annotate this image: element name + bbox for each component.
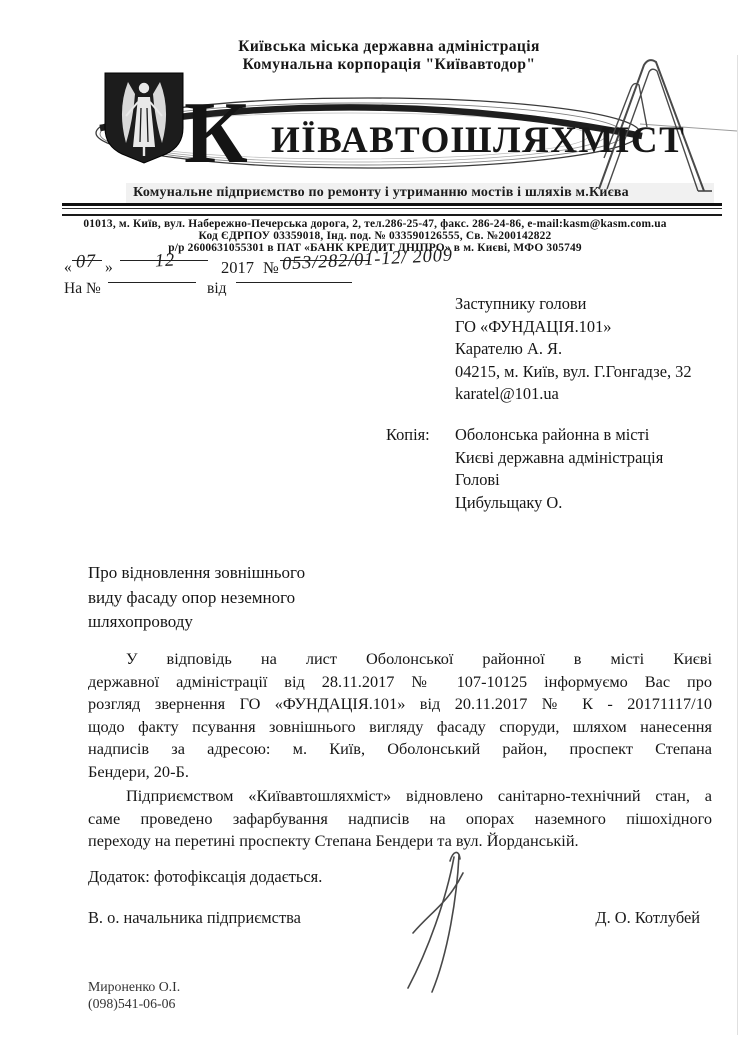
number-sign: № xyxy=(263,258,279,277)
divider-rule-thick xyxy=(62,203,722,206)
subject-line: виду фасаду опор неземного xyxy=(88,587,296,607)
copy-line: Цибульщаку О. xyxy=(455,492,563,512)
subject-line: шляхопроводу xyxy=(88,612,193,632)
date-day-handwritten: 07 xyxy=(75,251,97,273)
authority-line-2: Комунальна корпорація "Київавтодор" xyxy=(242,56,536,73)
body-line: У відповідь на лист Оболонської районної в місті Києві xyxy=(126,649,712,668)
reference-na-label: На № xyxy=(64,280,101,297)
body-line: Бендери, 20-Б. xyxy=(88,761,189,781)
recipient-line: ГО «ФУНДАЦІЯ.101» xyxy=(455,316,612,336)
divider-rule-thin xyxy=(62,208,722,209)
recipient-line: 04215, м. Київ, вул. Г.Гонгадзе, 32 xyxy=(455,361,692,381)
body-line: саме проведено зафарбування надписів на опорах наземного пішохідного xyxy=(88,808,712,828)
scan-edge-artifact xyxy=(737,55,738,1035)
reference-date-underline xyxy=(236,266,352,283)
copy-block xyxy=(455,424,663,514)
signatory-name: Д. О. Котлубей xyxy=(595,908,700,927)
reference-number-underline xyxy=(108,266,196,283)
subject-block xyxy=(88,561,305,635)
logo-wordmark: ИЇВАВТОШЛЯХМІСТ xyxy=(271,120,686,161)
kyiv-coat-of-arms-icon xyxy=(105,73,183,163)
date-year: 2017 xyxy=(221,258,254,277)
body-line: надписів за адресою: м. Київ, Оболонський район, проспект Степана xyxy=(88,739,712,759)
body-paragraph-2 xyxy=(88,785,712,853)
executor-phone: (098)541-06-06 xyxy=(88,996,176,1011)
logo-wordmark-initial: К xyxy=(184,85,248,182)
requisites-registration-line: Код ЄДРПОУ 03359018, Інд. под. № 033590126555, Св. №200142822 xyxy=(198,230,552,242)
reference-vid-label: від xyxy=(207,280,227,297)
body-line: розгляд звернення ГО «ФУНДАЦІЯ.101» від 20.11.2017 № К - 20171117/10 xyxy=(88,694,712,714)
recipient-line: Карателю А. Я. xyxy=(455,339,563,359)
body-line: державної адміністрації від 28.11.2017 № 107-10125 інформуємо Вас про xyxy=(88,671,712,691)
copy-line: Києві державна адміністрація xyxy=(455,447,664,467)
requisites-bank-line: р/р 2600631055301 в ПАТ «БАНК КРЕДИТ ДНІПРО» в м. Києві, МФО 305749 xyxy=(168,242,582,254)
body-line: переходу на перетині проспекту Степана Бендери та вул. Йорданській. xyxy=(88,831,579,851)
date-quote-open: « xyxy=(64,259,72,276)
signatory-position: В. о. начальника підприємства xyxy=(88,908,301,927)
executor-name: Мироненко О.І. xyxy=(88,979,181,994)
recipient-block xyxy=(455,293,692,406)
logo-tagline: Комунальне підприємство по ремонту і утриманню мостів і шляхів м.Києва xyxy=(133,185,629,200)
copy-line: Голові xyxy=(455,470,500,490)
body-paragraph-1 xyxy=(88,648,712,784)
recipient-email: karatel@101.ua xyxy=(455,384,559,404)
copy-line: Оболонська районна в місті xyxy=(455,425,650,444)
authority-line-1: Київська міська державна адміністрація xyxy=(238,38,540,55)
date-month-handwritten: 12 xyxy=(154,250,176,272)
body-line: Підприємством «Київавтошляхміст» відновлено санітарно-технічний стан, а xyxy=(126,786,712,805)
attachment-line: Додаток: фотофіксація додається. xyxy=(88,867,323,886)
signature-scrawl xyxy=(380,845,490,995)
executor-block xyxy=(88,978,180,1012)
body-line: щодо факту псування зовнішнього вигляду фасаду споруди, шляхом нанесення xyxy=(88,716,712,736)
recipient-line: Заступнику голови xyxy=(455,294,587,313)
date-quote-close: » xyxy=(105,259,113,276)
divider-rule-lower xyxy=(62,214,722,216)
requisites-contact-line: 01013, м. Київ, вул. Набережно-Печерська дорога, 2, тел.286-25-47, факс. 286-24-86, e-mail:kasm@kasm.com.ua xyxy=(83,218,667,230)
subject-line: Про відновлення зовнішнього xyxy=(88,563,306,582)
copy-label: Копія: xyxy=(386,425,430,444)
outgoing-number-handwritten: 053/282/01-12/ 2009 xyxy=(281,245,454,275)
